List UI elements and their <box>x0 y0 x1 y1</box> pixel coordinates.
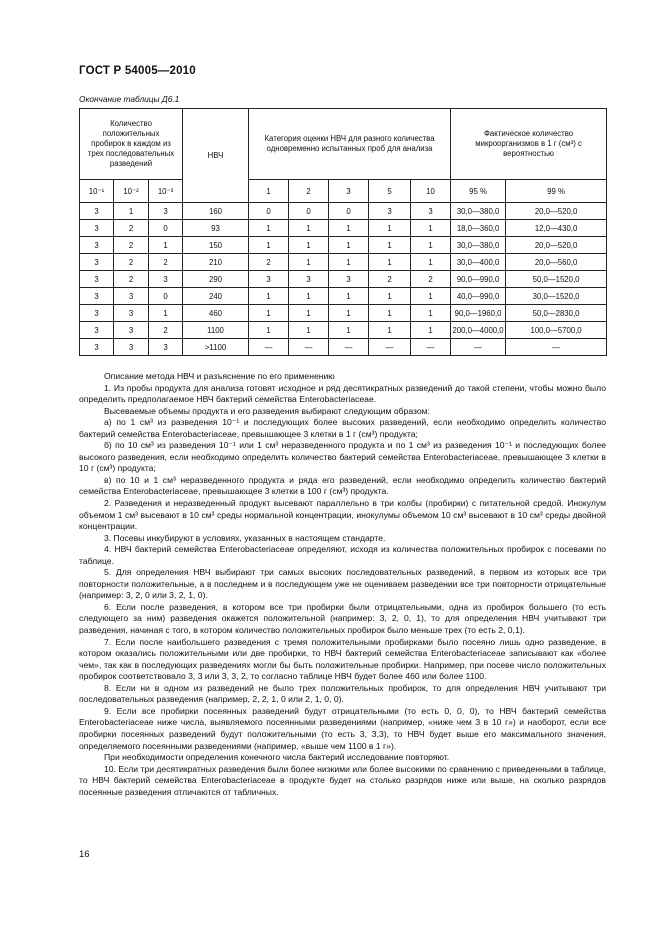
table-caption: Окончание таблицы Д6.1 <box>79 94 180 104</box>
table-cell: 1 <box>329 254 369 271</box>
table-cell: 0 <box>289 203 329 220</box>
table-cell: 160 <box>183 203 249 220</box>
table-cell: 50,0—2830,0 <box>506 305 607 322</box>
table-cell: 30,0—1520,0 <box>506 288 607 305</box>
table-cell: 30,0—380,0 <box>451 237 506 254</box>
table-cell: 0 <box>149 220 183 237</box>
table-cell: — <box>369 339 411 356</box>
table-cell: 93 <box>183 220 249 237</box>
table-row <box>80 220 607 237</box>
paragraph: Описание метода НВЧ и разъяснение по его применению <box>104 371 335 381</box>
table-cell: 1 <box>289 237 329 254</box>
paragraph: 1. Из пробы продукта для анализа готовят исходное и ряд десятикратных разведений до такой степени, чтобы можно было определить предполагаемое НВЧ бактерий семейства Enterobacteriaceae. <box>79 382 606 405</box>
table-cell: 1100 <box>183 322 249 339</box>
table-cell: 1 <box>289 254 329 271</box>
table-cell: 1 <box>411 288 451 305</box>
table-cell: 3 <box>149 203 183 220</box>
table-cell: 1 <box>411 305 451 322</box>
paragraph: б) по 10 см³ из разведения 10⁻¹ или 1 см³ неразведенного продукта и по 1 см³ из разведения 10⁻¹ и последующих более высокого разведения, если необходимо определить количество бактерий семейства Enterobacteriaceae, превышающее 3 клетки в 10 г (см³) продукта; <box>79 440 606 474</box>
table-cell: 2 <box>149 254 183 271</box>
table-cell: 1 <box>289 220 329 237</box>
paragraph: 5. Для определения НВЧ выбирают три самых высоких последовательных разведений, в первом из которых все три повторности положительные, а в последнем и в последующем уже не оцениваем разведении все три повторности отрицательные (например: 3, 2, 0 или 3, 2, 1, 0). <box>79 567 606 601</box>
paragraph: 2. Разведения и неразведенный продукт высевают параллельно в три колбы (пробирки) с питательной средой. Инокулум объемом 1 см³ высевают в 10 см³ среды нормальной концентрации, инокулумы объемом 10 см³ высевают в 10 см³ среды двойной концентрации. <box>79 498 606 532</box>
table-cell: 460 <box>183 305 249 322</box>
table-cell: 3 <box>80 220 114 237</box>
table-cell: 3 <box>80 288 114 305</box>
nvch-header: НВЧ <box>183 109 249 203</box>
table-cell: 1 <box>369 220 411 237</box>
table-cell: 1 <box>411 254 451 271</box>
table-cell: 200,0—4000,0 <box>451 322 506 339</box>
table-cell: — <box>411 339 451 356</box>
document-title: ГОСТ Р 54005—2010 <box>79 65 196 77</box>
table-cell: 3 <box>329 271 369 288</box>
table-cell: 1 <box>369 237 411 254</box>
table-cell: 30,0—380,0 <box>451 203 506 220</box>
paragraph: Высеваемые объемы продукта и его разведения выбирают следующим образом: <box>104 405 430 416</box>
table-cell: 1 <box>289 322 329 339</box>
table-cell: 2 <box>114 254 149 271</box>
table-cell: 40,0—990,0 <box>451 288 506 305</box>
table-cell: 1 <box>149 305 183 322</box>
table-cell: 3 <box>114 322 149 339</box>
paragraph: 9. Если все пробирки посеянных разведений будут отрицательными (то есть 0, 0, 0), то НВЧ бактерий семейства Enterobacteriaceae ниже числа, выявляемого посеянными разведениями (например, «ниже чем 3 в 10 г») и наоборот, если все пробирки посеянных разведений будут положительными (то есть 3, 3,3), то НВЧ будет выше его максимального значения, определяемого посеянными разведениями (например, «выше чем 1100 в 1 г»). <box>79 705 606 751</box>
table-row <box>80 322 607 339</box>
paragraph: 8. Если ни в одном из разведений не было трех положительных пробирок, то для определения НВЧ учитывают три последовательных разведения (например, 2, 2, 1, 0 или 2, 1, 0, 0). <box>79 682 606 705</box>
table-cell: 90,0—990,0 <box>451 271 506 288</box>
paragraph: а) по 1 см³ из разведения 10⁻¹ и последующих более высоких разведений, если необходимо определить количество бактерий семейства Enterobacteriaceae, превышающее 3 клетки в 1 г (см³) продукта; <box>79 417 606 439</box>
table-cell: 3 <box>114 288 149 305</box>
table-cell: 2 <box>411 271 451 288</box>
category-header: Категория оценки НВЧ для разного количества одновременно испытанных проб для анализа <box>249 109 451 180</box>
table-cell: 1 <box>114 203 149 220</box>
table-cell: 3 <box>149 271 183 288</box>
paragraph: 6. Если после разведения, в котором все три пробирки были отрицательными, одна из пробирок большего (то есть следующего за ним) разведения окажется положительной (например: 3, 2, 0, 1), то для определения НВЧ учитывают три разведения, начиная с того, в котором количество положительных пробирок было меньше трех (то есть 2, 0,1). <box>79 601 606 636</box>
table-cell: 2 <box>114 220 149 237</box>
table-cell: 90,0—1960,0 <box>451 305 506 322</box>
sample-count-header: 3 <box>329 180 369 203</box>
table-cell: 1 <box>329 220 369 237</box>
table-cell: 2 <box>369 271 411 288</box>
table-cell: 3 <box>80 237 114 254</box>
paragraph: При необходимости определения конечного числа бактерий исследование повторяют. <box>104 752 450 763</box>
table-row <box>80 237 607 254</box>
actual-count-header: Фактическое количество микроорганизмов в 1 г (см³) с вероятностью <box>451 109 607 180</box>
table-cell: 150 <box>183 237 249 254</box>
table-cell: — <box>329 339 369 356</box>
table-cell: 1 <box>289 288 329 305</box>
paragraph: 4. НВЧ бактерий семейства Enterobacteriaceae определяют, исходя из количества положительных пробирок с посевами по таблице. <box>79 544 606 566</box>
sample-count-header: 2 <box>289 180 329 203</box>
table-cell: 3 <box>80 305 114 322</box>
table-cell: 1 <box>249 220 289 237</box>
table-cell: 1 <box>329 288 369 305</box>
table-cell: 1 <box>369 288 411 305</box>
table-cell: 1 <box>289 305 329 322</box>
dilution-header: 10⁻² <box>114 180 149 203</box>
table-cell: 3 <box>249 271 289 288</box>
sample-count-header: 1 <box>249 180 289 203</box>
table-cell: 210 <box>183 254 249 271</box>
table-cell: 2 <box>149 322 183 339</box>
table-cell: 1 <box>249 237 289 254</box>
table-cell: 3 <box>114 305 149 322</box>
table-cell: 0 <box>149 288 183 305</box>
dilution-header: 10⁻³ <box>149 180 183 203</box>
table-cell: 1 <box>369 322 411 339</box>
probability-header: 99 % <box>506 180 607 203</box>
table-cell: 50,0—1520,0 <box>506 271 607 288</box>
table-cell: 1 <box>411 237 451 254</box>
table-cell: 1 <box>149 237 183 254</box>
table-cell: 20,0—560,0 <box>506 254 607 271</box>
table-cell: 3 <box>80 254 114 271</box>
page-number: 16 <box>79 849 90 860</box>
table-cell: 0 <box>329 203 369 220</box>
sample-count-header: 5 <box>369 180 411 203</box>
sample-count-header: 10 <box>411 180 451 203</box>
dilution-header: 10⁻¹ <box>80 180 114 203</box>
table-cell: >1100 <box>183 339 249 356</box>
paragraph: в) по 10 и 1 см³ неразведенного продукта и ряда его разведений, если необходимо определить количество бактерий семейства Enterobacteriaceae, превышающее 3 клетки в 100 г (см³) продукта. <box>79 474 606 497</box>
paragraph: 3. Посевы инкубируют в условиях, указанных в настоящем стандарте. <box>104 532 386 543</box>
table-cell: 20,0—520,0 <box>506 203 607 220</box>
positive-tubes-header: Количество положительных пробирок в каждом из трех последовательных разведений <box>80 109 183 180</box>
table-cell: 2 <box>249 254 289 271</box>
table-cell: 1 <box>411 220 451 237</box>
table-cell: 3 <box>149 339 183 356</box>
table-row <box>80 254 607 271</box>
table-row <box>80 339 607 356</box>
table-cell: 1 <box>411 322 451 339</box>
table-cell: 100,0—5700,0 <box>506 322 607 339</box>
table-cell: — <box>289 339 329 356</box>
table-cell: 290 <box>183 271 249 288</box>
table-cell: 240 <box>183 288 249 305</box>
table-cell: 3 <box>80 322 114 339</box>
table-cell: 3 <box>289 271 329 288</box>
table-cell: 18,0—360,0 <box>451 220 506 237</box>
probability-header: 95 % <box>451 180 506 203</box>
table-cell: 20,0—520,0 <box>506 237 607 254</box>
table-cell: 1 <box>329 305 369 322</box>
table-cell: 3 <box>114 339 149 356</box>
table-cell: 12,0—430,0 <box>506 220 607 237</box>
table-cell: 3 <box>80 339 114 356</box>
table-cell: 3 <box>369 203 411 220</box>
table-row <box>80 288 607 305</box>
table-cell: 2 <box>114 237 149 254</box>
table-cell: 1 <box>329 322 369 339</box>
paragraph: 7. Если после наибольшего разведения с тремя положительными пробирками было посеяно лишь одно разведение, в котором оказались положительными или две пробирки, то НВЧ бактерий семейства Enterobacteriaceae записывают как «более чем», так как в последующих разведениях могли бы быть положительные пробирки. Например, при посеве число положительных пробирок соответствовало 3, 3 или 3, 3, 2, то согласно таблице НВЧ будет более 460 или более 1100. <box>79 636 606 682</box>
table-cell: — <box>451 339 506 356</box>
table-cell: 1 <box>249 288 289 305</box>
table-cell: 2 <box>114 271 149 288</box>
table-cell: 3 <box>80 203 114 220</box>
paragraph: 10. Если три десятикратных разведения были более низкими или более высокими по сравнению с приведенными в таблице, то НВЧ бактерий семейства Enterobacteriaceae в продукте будет на столько разрядов ниже или выше, на сколько разрядов посеянные разведения отличаются от табличных. <box>79 763 606 797</box>
table-cell: 1 <box>329 237 369 254</box>
table-row <box>80 203 607 220</box>
table-cell: 1 <box>369 254 411 271</box>
table-cell: — <box>249 339 289 356</box>
table-row <box>80 271 607 288</box>
table-cell: 1 <box>249 322 289 339</box>
method-description <box>79 371 606 798</box>
table-cell: 1 <box>369 305 411 322</box>
table-cell: 1 <box>249 305 289 322</box>
table-cell: 3 <box>411 203 451 220</box>
nvch-table <box>79 108 607 356</box>
table-cell: 0 <box>249 203 289 220</box>
table-cell: — <box>506 339 607 356</box>
table-cell: 3 <box>80 271 114 288</box>
table-cell: 30,0—400,0 <box>451 254 506 271</box>
table-row <box>80 305 607 322</box>
